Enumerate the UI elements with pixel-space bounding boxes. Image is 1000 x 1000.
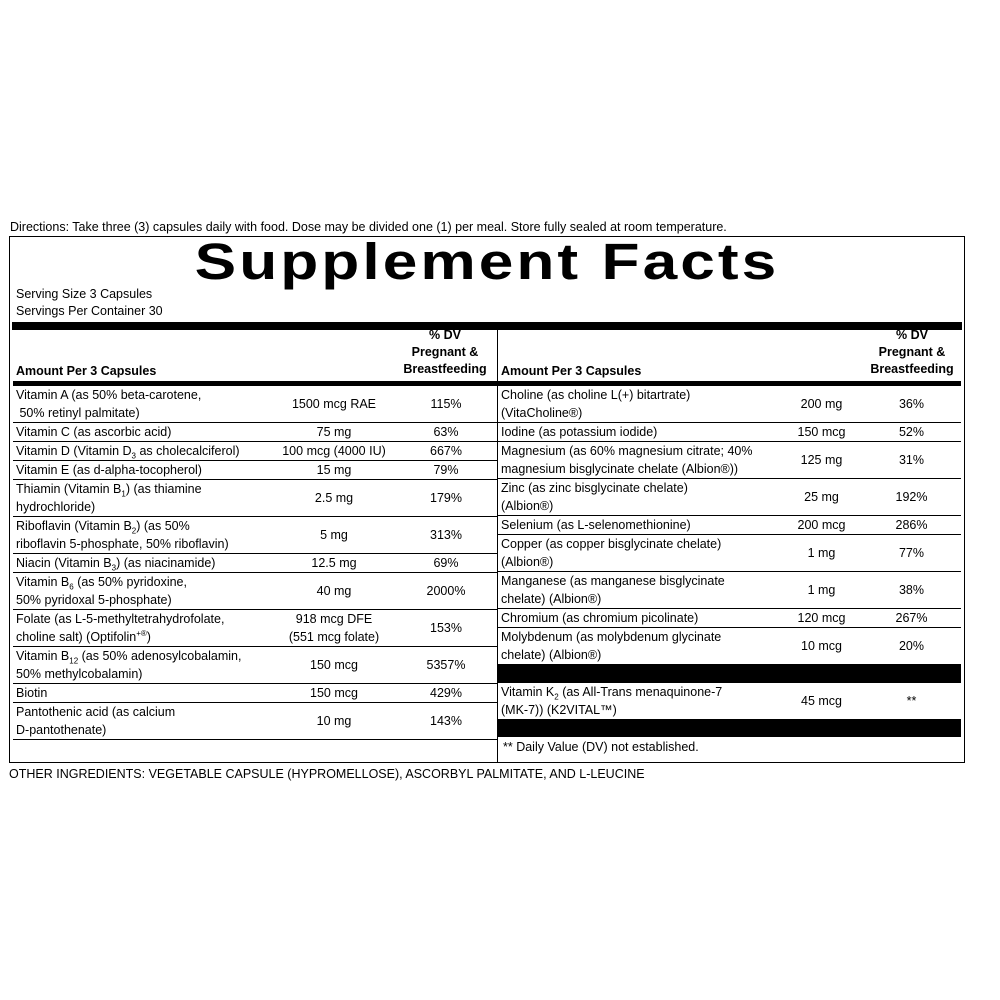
nutrient-amount: 1 mg: [807, 546, 836, 560]
nutrient-dv: 143%: [430, 714, 462, 728]
table-row: [13, 573, 497, 610]
nutrient-dv: 115%: [430, 397, 462, 411]
table-row: [13, 703, 497, 740]
nutrient-name: Zinc (as zinc bisglycinate chelate) (Albion®): [501, 481, 688, 513]
table-row: [498, 386, 961, 423]
dv-header: % DV Pregnant & Breastfeeding: [870, 328, 954, 376]
nutrient-name: Vitamin $K_2$ (as All-Trans menaquinone-7 (MK-7)) (K2VITAL™): [501, 685, 723, 717]
nutrient-amount: 100 mcg (4000 IU): [282, 444, 386, 458]
table-row: [13, 423, 497, 442]
other-ingredients: OTHER INGREDIENTS: VEGETABLE CAPSULE (HYPROMELLOSE), ASCORBYL PALMITATE, AND L-LEUCINE: [9, 767, 645, 781]
nutrient-amount: 45 mcg: [801, 694, 842, 708]
nutrient-amount: 1 mg: [807, 583, 836, 597]
right-column-header: [498, 330, 961, 381]
table-row: [13, 386, 497, 423]
nutrient-amount: 12.5 mg: [311, 556, 357, 570]
nutrient-name: Riboflavin (Vitamin $B_2$) (as 50% riboflavin 5-phosphate, 50% riboflavin): [16, 519, 229, 551]
table-row: [498, 628, 961, 665]
table-row: [498, 423, 961, 442]
nutrient-amount: 5 mg: [320, 528, 348, 542]
nutrient-name: Vitamin E (as d-alpha-tocopherol): [16, 463, 202, 477]
nutrient-amount: 2.5 mg: [314, 491, 354, 505]
nutrient-name: Manganese (as manganese bisglycinate chelate) (Albion®): [501, 574, 725, 606]
left-nutrient-table: [13, 386, 497, 740]
nutrient-dv: 69%: [433, 556, 459, 570]
table-row: [498, 683, 961, 719]
nutrient-dv: 2000%: [426, 584, 466, 598]
table-row: [498, 479, 961, 516]
nutrient-amount: 150 mcg: [797, 425, 846, 439]
nutrient-dv: 179%: [430, 491, 462, 505]
directions-text: Directions: Take three (3) capsules daily with food. Dose may be divided one (1) per meal. Store fully sealed at room temperature.: [10, 220, 727, 234]
nutrient-dv: 77%: [898, 546, 925, 560]
nutrient-amount: 1500 mcg RAE: [291, 397, 377, 411]
nutrient-name: Choline (as choline L(+) bitartrate) (VitaCholine®): [501, 388, 691, 420]
left-column: [13, 330, 498, 762]
table-row: [13, 517, 497, 554]
nutrient-dv: 20%: [898, 639, 925, 653]
table-row: [13, 647, 497, 684]
nutrient-name: Vitamin C (as ascorbic acid): [16, 425, 172, 439]
dv-header: % DV Pregnant & Breastfeeding: [403, 328, 487, 376]
table-row: [13, 610, 497, 647]
table-row: [13, 442, 497, 461]
table-row: [13, 480, 497, 517]
nutrient-dv: 52%: [898, 425, 925, 439]
nutrient-name: Chromium (as chromium picolinate): [501, 611, 699, 625]
panel-title: Supplement Facts: [194, 233, 780, 290]
supplement-facts-panel: [9, 233, 965, 763]
nutrient-name: Thiamin (Vitamin $B_1$) (as thiamine hydrochloride): [16, 482, 202, 514]
nutrient-name: Folate (as L-5-methyltetrahydrofolate, choline salt) (Optifolin+®): [16, 612, 225, 644]
table-row: [498, 442, 961, 479]
nutrient-dv: 267%: [895, 611, 928, 625]
nutrient-amount: 200 mg: [800, 397, 843, 411]
nutrient-dv: 63%: [433, 425, 459, 439]
nutrient-name: Vitamin D (Vitamin $D_3$ as cholecalciferol): [16, 444, 240, 461]
nutrient-dv: 153%: [430, 621, 462, 635]
left-column-header: [13, 330, 497, 381]
nutrient-dv: **: [906, 694, 917, 708]
nutrient-name: Vitamin $B_6$ (as 50% pyridoxine, 50% pyridoxal 5-phosphate): [16, 575, 187, 607]
nutrient-dv: 31%: [898, 453, 925, 467]
nutrient-amount: 120 mcg: [797, 611, 846, 625]
nutrient-name: Niacin (Vitamin $B_3$) (as niacinamide): [16, 556, 216, 573]
nutrient-amount: 15 mg: [316, 463, 352, 477]
amount-header: Amount Per 3 Capsules: [501, 364, 642, 378]
table-row: [498, 572, 961, 609]
nutrient-name: Magnesium (as 60% magnesium citrate; 40% magnesium bisglycinate chelate (Albion®)): [501, 444, 753, 476]
nutrient-amount: 150 mcg: [310, 686, 358, 700]
nutrient-name: Iodine (as potassium iodide): [501, 425, 658, 439]
nutrient-dv: 79%: [433, 463, 459, 477]
nutrient-dv: 5357%: [426, 658, 466, 672]
nutrient-name: Vitamin $B_{12}$ (as 50% adenosylcobalamin, 50% methylcobalamin): [16, 649, 242, 681]
serving-size: Serving Size 3 Capsules: [16, 287, 153, 301]
vitamin-k-table: [498, 683, 961, 719]
servings-per-container: Servings Per Container 30: [16, 304, 163, 318]
nutrient-name: Selenium (as L-selenomethionine): [501, 518, 691, 532]
nutrient-dv: 313%: [430, 528, 462, 542]
nutrient-name: Biotin: [16, 686, 48, 700]
table-row: [13, 461, 497, 480]
nutrient-amount: 125 mg: [800, 453, 843, 467]
right-column: [498, 330, 961, 754]
nutrient-dv: 429%: [430, 686, 462, 700]
table-row: [13, 684, 497, 703]
nutrient-amount: 150 mcg: [310, 658, 358, 672]
table-row: [498, 516, 961, 535]
nutrient-name: Vitamin A (as 50% beta-carotene, 50% retinyl palmitate): [16, 388, 202, 420]
amount-header: Amount Per 3 Capsules: [16, 364, 157, 378]
nutrient-amount: 25 mg: [804, 490, 839, 504]
nutrient-dv: 667%: [430, 444, 462, 458]
nutrient-amount: 918 mcg DFE (551 mcg folate): [288, 612, 380, 644]
table-row: [498, 609, 961, 628]
table-row: [498, 535, 961, 572]
footnote: ** Daily Value (DV) not established.: [503, 740, 699, 754]
nutrient-name: Pantothenic acid (as calcium D-pantothenate): [16, 705, 176, 737]
nutrient-dv: 38%: [898, 583, 925, 597]
nutrient-amount: 10 mg: [316, 714, 352, 728]
nutrient-amount: 40 mg: [316, 584, 352, 598]
nutrient-name: Molybdenum (as molybdenum glycinate chelate) (Albion®): [501, 630, 722, 662]
right-nutrient-table: [498, 386, 961, 665]
nutrient-amount: 10 mcg: [801, 639, 842, 653]
nutrient-dv: 192%: [895, 490, 928, 504]
nutrient-amount: 75 mg: [316, 425, 352, 439]
table-row: [13, 554, 497, 573]
nutrient-dv: 286%: [895, 518, 928, 532]
nutrient-dv: 36%: [898, 397, 925, 411]
nutrient-name: Copper (as copper bisglycinate chelate) (Albion®): [501, 537, 722, 569]
nutrient-amount: 200 mcg: [797, 518, 846, 532]
black-divider: [498, 665, 961, 683]
black-divider: [498, 719, 961, 737]
